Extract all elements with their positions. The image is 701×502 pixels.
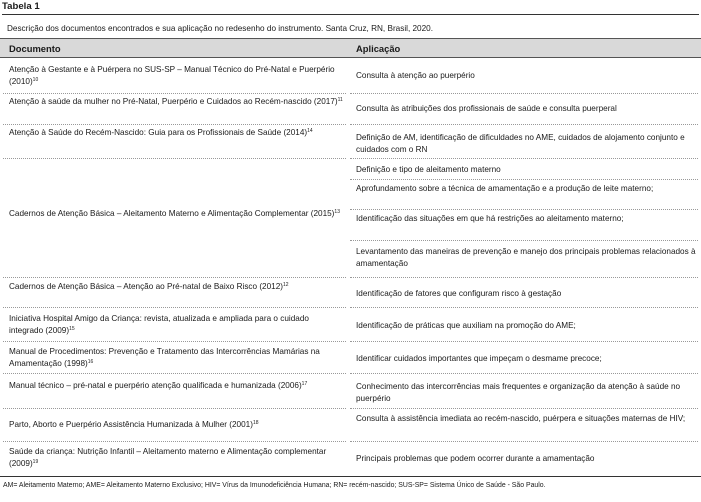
reference-superscript: 10 (32, 76, 39, 83)
table-row-application: Aprofundamento sobre a técnica de amamentação e a produção de leite materno; (356, 184, 654, 193)
table-row-application: Identificação de práticas que auxiliam na promoção do AME; (356, 321, 576, 330)
table-row-application: Identificar cuidados importantes que impeçam o desmame precoce; (356, 354, 602, 363)
column-header-documento: Documento (9, 43, 61, 54)
reference-superscript: 16 (87, 358, 94, 365)
table-row-document: Cadernos de Atenção Básica – Aleitamento Materno e Alimentação Complementar $(2015)^{13}$ (9, 209, 340, 218)
table-row-document: Cadernos de Atenção Básica – Atenção ao Pré-natal de Baixo Risco $(2012)^{12}$ (9, 282, 289, 291)
table-row-application: Principais problemas que podem ocorrer durante a amamentação (356, 454, 595, 463)
reference-superscript: 15 (69, 325, 75, 332)
reference-superscript: 11 (337, 97, 343, 103)
table-row-document: Parto, Aborto e Puerpério Assistência Humanizada à Mulher $(2001)^{18}$ (9, 420, 259, 429)
table-row-application: Definição de AM, identificação de dificuldades no AME, cuidados de alojamento conjunto e cuidados com o RN (356, 133, 685, 154)
table-row-application: Identificação das situações em que há restrições ao aleitamento materno; (356, 214, 624, 223)
table-header-row (0, 38, 701, 58)
table-row-application: Consulta à atenção ao puerpério (356, 71, 475, 80)
table-row-document: Manual técnico – pré-natal e puerpério atenção qualificada e humanizada $(2006)^{17}$ (9, 381, 308, 390)
table-row-application: Consulta às atribuições dos profissionais de saúde e consulta puerperal (356, 104, 617, 113)
table-caption: Descrição dos documentos encontrados e sua aplicação no redesenho do instrumento. Santa Cruz, RN, Brasil, 2020. (2, 14, 699, 38)
reference-superscript: 17 (301, 381, 308, 387)
table-row-document: Atenção à Saúde do Recém-Nascido: Guia para os Profissionais de Saúde $(2014)^{14}$ (9, 128, 313, 137)
table-footnote: AM= Aleitamento Materno; AME= Aleitamento Materno Exclusivo; HIV= Vírus da Imunodeficiência Humana; RN= recém-nascido; SUS-SP= Sistema Único de Saúde - São Paulo. (3, 482, 546, 489)
reference-superscript: 12 (283, 282, 289, 288)
column-header-aplicacao: Aplicação (356, 43, 401, 54)
reference-superscript: 13 (334, 209, 340, 215)
table-row-application: Consulta à assistência imediata ao recém-nascido, puérpera e situações maternas de HIV; (356, 414, 686, 423)
table-row-document: Atenção à Gestante e à Puérpera no SUS-SP – Manual Técnico do Pré-Natal e Puerpério $(2010)^{10}$ (9, 65, 335, 86)
table-bottom-rule (0, 476, 701, 477)
table-row-document: Atenção à saúde da mulher no Pré-Natal, Puerpério e Cuidados ao Recém-nascido $(2017)^{11}$ (9, 97, 343, 106)
reference-superscript: 14 (307, 128, 313, 134)
table-row-document: Iniciativa Hospital Amigo da Criança: revista, atualizada e ampliada para o cuidado integrado $(2009)^{15}$ (9, 314, 309, 335)
table-row-application: Definição e tipo de aleitamento materno (356, 165, 501, 174)
table-label: Tabela 1 (2, 1, 40, 12)
table-row-document: Manual de Procedimentos: Prevenção e Tratamento das Intercorrências Mamárias na Amamentação $(1998)^{16}$ (9, 347, 320, 368)
table-row-document: Saúde da criança: Nutrição Infantil – Aleitamento materno e Alimentação complementar $(2009)^{19}$ (9, 447, 327, 468)
table-row-application: Levantamento das maneiras de prevenção e manejo dos principais problemas relacionados à amamentação (356, 247, 696, 268)
table-row-application: Conhecimento das intercorrências mais frequentes e organização da atenção à saúde no puerpério (356, 382, 681, 403)
reference-superscript: 19 (32, 458, 39, 465)
table-row-application: Identificação de fatores que configuram risco à gestação (356, 289, 562, 298)
reference-superscript: 18 (252, 420, 259, 426)
